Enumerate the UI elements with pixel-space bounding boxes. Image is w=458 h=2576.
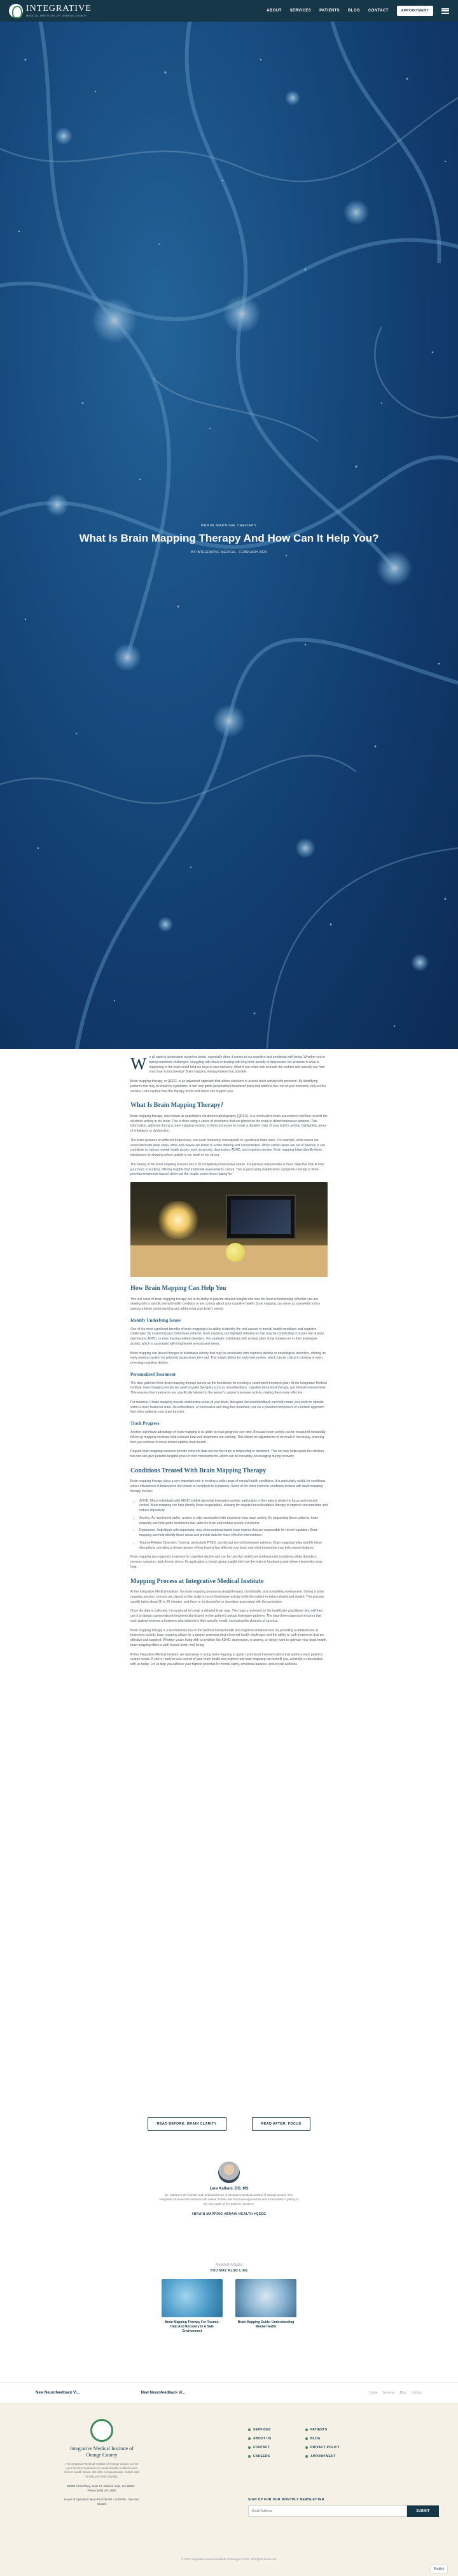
footer-link-appointment[interactable]: APPOINTMENT xyxy=(305,2455,363,2458)
intro-text: e all want to understand ourselves better, especially when it comes to our cognitive and emotional well-being. Whether you're facing emotional challenges, struggling with focus or dealing with long-term anxiety or depression, the answers to what is happening in the brain could hold the keys to your recovery. What if you could look beneath the surface and actually see how your brain is functioning? Brain mapping therapy makes that possible. xyxy=(149,1055,325,1074)
paragraph: Once the data is collected, it is analyzed to create a detailed brain map. This map is reviewed by the healthcare practitioner who will then use it to design a personalized treatment plan based on the patient's unique brainwave patterns. The data-driven approach ensures that each patient receives a treatment plan tailored to their specific needs, increasing the chances of success. xyxy=(130,1609,323,1623)
footer-link-contact[interactable]: CONTACT xyxy=(248,2446,305,2449)
post-tags[interactable]: #BRAIN MAPPING #BRAIN HEALTH #QEEG xyxy=(191,2212,267,2217)
newsletter-signup xyxy=(248,2498,439,2517)
footer-link-about[interactable]: ABOUT US xyxy=(248,2437,305,2441)
adjacent-posts-bar xyxy=(0,2382,458,2402)
list-item: • Depression: Individuals with depression may show underactivated brain regions that are responsible for mood regulation. Brain mapping can help identify these areas and provide data for more effective interventions. xyxy=(139,1528,328,1538)
article-intro xyxy=(130,1055,328,1075)
ball-shape xyxy=(226,1243,245,1262)
read-after-button[interactable]: READ AFTER: FOCUS xyxy=(252,2117,311,2131)
author-box xyxy=(159,2162,299,2216)
paragraph: Brain mapping also supports treatment for cognitive decline and can be used by healthcare professionals to address sleep disorders, memory concerns, and chronic stress. Its application is broad, giving insight into how the brain is functioning and where intervention may help. xyxy=(130,1555,323,1569)
post-meta: BY INTEGRATIVE MEDICAL · FEBRUARY 2024 xyxy=(191,551,267,555)
related-card[interactable] xyxy=(235,2279,296,2334)
paragraph: The real value of brain mapping therapy lies in its ability to provide detailed insights into how the brain is functioning. Whether you are dealing with a specific mental health condition or are curious about your cognitive health, brain mapping can serve as a powerful tool in gaining a better understanding and addressing your brain's needs. xyxy=(130,1297,320,1311)
conditions-list xyxy=(139,1499,328,1551)
related-card-title: Brain Mapping Therapy For Trauma: Help And Recovery In A Safe Environment xyxy=(165,2320,219,2333)
paragraph: At the Integrative Medical Institute, the brain mapping process is straightforward, comfortable, and completely noninvasive. During a brain mapping session, sensors are placed on the scalp to record brainwave activity while the patient remains relaxed and seated. This process usually takes about 30 to 60 minutes, and there is no discomfort or downtime associated with the procedure. xyxy=(130,1590,324,1604)
related-thumbnail xyxy=(162,2279,223,2317)
next-post-link[interactable]: New Neurofeedback Vi... xyxy=(141,2390,186,2395)
section-heading-conditions: Conditions Treated With Brain Mapping Therapy xyxy=(130,1467,267,1474)
related-title: Related Articles xyxy=(216,2263,242,2267)
page-title: What Is Brain Mapping Therapy And How Can It Help You? xyxy=(79,532,379,544)
nav-blog[interactable]: BLOG xyxy=(348,9,360,13)
language-selector[interactable]: English xyxy=(430,2565,448,2573)
post-category[interactable]: BRAIN MAPPING THERAPY xyxy=(201,524,257,528)
subheading-track: Track Progress xyxy=(130,1421,160,1427)
footer-link-blog[interactable]: BLOG xyxy=(305,2437,363,2441)
paragraph: Regular brain mapping sessions provide concrete data on how the brain is responding to treatment. This not only helps guide the clinician but can also give patients tangible proof of their improvements, which can be incredibly encouraging during recovery. xyxy=(130,1449,324,1459)
subheading-personalized: Personalized Treatment xyxy=(130,1371,176,1377)
read-before-button[interactable]: READ BEFORE: BRAIN CLARITY xyxy=(148,2117,226,2131)
section-heading-how: How Brain Mapping Can Help You xyxy=(130,1285,226,1292)
paragraph: Brain mapping can detect changes in brainwave activity that may be associated with cognitive decline or neurological disorders, offering an early warning system for potential issues down the road. This insight allows for early intervention, which can be critical in slowing or even reversing cognitive decline. xyxy=(130,1351,326,1366)
drop-cap: W xyxy=(130,1054,147,1073)
paragraph: The data gathered from brain mapping therapy serves as the foundation for creating a customized treatment plan. At the Integrative Medical Institute, brain mapping results are used to guide therapies such as neurofeedback, cognitive behavioral therapy, and lifestyle interventions. This ensures that treatments are specifically tailored to the person's unique brainwave activity, making them more effective. xyxy=(130,1381,327,1395)
logo-subtitle: MEDICAL INSTITUTE OF ORANGE COUNTY xyxy=(26,14,88,17)
nav-services[interactable]: SERVICES xyxy=(289,9,312,13)
logo-icon xyxy=(9,4,23,18)
footer-hours: Hours of Operation: Mon–Fri 9:00 AM – 5:00 PM · Sat–Sun Closed xyxy=(64,2498,139,2506)
menu-link-blog[interactable]: Blog xyxy=(399,2390,406,2395)
footer-brand xyxy=(64,2419,140,2507)
paragraph: Brain mapping therapy plays a very important role in treating a wide range of mental health conditions. It is particularly useful for conditions where imbalances in brainwaves are known to contribute to symptoms. Some of the most common conditions treated with brain mapping therapy include: xyxy=(130,1479,326,1493)
prev-post-link[interactable]: New Neurofeedback Vi... xyxy=(36,2390,80,2395)
footer-link-patients[interactable]: PATIENTS xyxy=(305,2428,363,2432)
paragraph: One of the most significant benefits of brain mapping is its ability to identify the root causes of mental health conditions and cognitive challenges. By examining your brainwave patterns, brain mapping can highlight imbalances that may be contributing to issues like anxiety, depression, ADHD, or even trauma-related disorders. For example, individuals with anxiety often show imbalances in their brainwave activity, which is associated with heightened arousal and stress. xyxy=(130,1327,325,1346)
avatar xyxy=(218,2162,240,2183)
nav-patients[interactable]: PATIENTS xyxy=(319,9,340,13)
article-body xyxy=(130,1055,328,1672)
author-bio: Dr. Kalbani is the founder and medical director of Integrative Medical Institute of Orange County. She integrates conventional medicine with natural, holistic and functional approaches and is dedicated to getting to the root cause of her patients' concerns. xyxy=(159,2193,299,2205)
section-heading-process: Mapping Process at Integrative Medical Institute xyxy=(130,1577,264,1585)
list-item: • ADHD: Many individuals with ADHD exhibit abnormal brainwave activity, particularly in the regions related to focus and impulse control. Brain mapping can help identify these irregularities, allowing for targeted neurofeedback therapy to improve concentration and reduce impulsivity. xyxy=(139,1499,328,1514)
footer-link-privacy[interactable]: PRIVACY POLICY xyxy=(305,2446,363,2449)
related-card[interactable] xyxy=(162,2279,223,2334)
article-image xyxy=(130,1182,328,1277)
footer-link-careers[interactable]: CAREERS xyxy=(248,2455,305,2458)
site-header xyxy=(0,0,458,22)
paragraph: Brain mapping therapy, or QEEG, is an advanced approach that allows clinicians to assess brain activity with precision. By identifying patterns that may be linked to symptoms, it can help guide personalized treatment plans that address the root of your concerns, not just the surface. Let's explore how this therapy works and how it can support you. xyxy=(130,1079,326,1093)
related-card-title: Brain Mapping Guide: Understanding Mental Health xyxy=(237,2320,295,2329)
appointment-button[interactable]: APPOINTMENT xyxy=(397,6,433,16)
paragraph: Another significant advantage of brain mapping is its ability to track progress over time. Because brain activity can be measured repeatedly, follow-up mapping sessions help evaluate how well treatments are working. This allows for adjustments to be made if necessary, ensuring that you continue to move toward optimal brain health. xyxy=(130,1430,326,1444)
hero-banner xyxy=(0,22,458,1049)
footer-link-services[interactable]: SERVICES xyxy=(248,2428,305,2432)
menu-link-services[interactable]: Services xyxy=(382,2390,395,2395)
secondary-menu xyxy=(369,2391,422,2395)
subheading-identify: Identify Underlying Issues xyxy=(130,1317,181,1323)
hero-content xyxy=(70,524,388,554)
menu-link-contact[interactable]: Contact xyxy=(411,2390,422,2395)
nav-contact[interactable]: CONTACT xyxy=(368,9,389,13)
author-name[interactable]: Lara Kalbani, DO, MS xyxy=(209,2187,249,2191)
related-heading: YOU MAY ALSO LIKE xyxy=(210,2269,248,2273)
site-logo[interactable] xyxy=(9,4,92,18)
lamp-glow xyxy=(156,1201,200,1239)
footer-address: 24000 Alicia Pkwy, Suite 17, Mission Viejo, CA 92691 · Phone (949) 371-4882 xyxy=(67,2484,137,2492)
paragraph: For instance, if brain mapping reveals underactive areas of your brain, therapies like neurofeedback can help retrain your brain to operate within a more balanced state. Neurofeedback, a noninvasive and drug-free treatment, can be a powerful component of a holistic approach that helps optimize your brain function. xyxy=(130,1400,324,1415)
monitor-shape xyxy=(226,1195,296,1239)
paragraph: At the Integrative Medical Institute, we specialize in using brain mapping to guide customized treatment plans that address each patient's unique needs. If you're ready to take control of your brain health and explore how brain mapping can benefit you, schedule a consultation with us today. Let us help you achieve your highest potential for mental clarity, emotional balance, and overall wellness. xyxy=(130,1652,323,1667)
footer-logo-icon[interactable] xyxy=(90,2419,113,2442)
email-field[interactable] xyxy=(248,2505,407,2517)
menu-link-home[interactable]: Home xyxy=(369,2390,378,2395)
newsletter-form xyxy=(248,2505,439,2517)
section-heading-what: What Is Brain Mapping Therapy? xyxy=(130,1102,224,1109)
menu-icon[interactable] xyxy=(441,8,449,14)
related-articles xyxy=(130,2263,328,2334)
footer-brand-name: Integrative Medical Institute of Orange County xyxy=(70,2446,134,2458)
related-cards xyxy=(130,2279,328,2334)
post-nav-buttons xyxy=(0,2117,458,2131)
footer-links xyxy=(248,2428,363,2458)
newsletter-label: SIGN UP FOR OUR MONTHLY NEWSLETTER xyxy=(248,2498,324,2502)
submit-button[interactable]: SUBMIT xyxy=(407,2505,439,2517)
nav-about[interactable]: ABOUT xyxy=(267,9,282,13)
paragraph: The brain operates on different frequencies, and each frequency corresponds to a particular brain state. For example, delta waves are associated with deep sleep, while beta waves are linked to active thinking and concentration. When certain areas are out of balance, it can contribute to various mental health issues, such as anxiety, depression, ADHD, and cognitive decline. Brain mapping helps identify these imbalances by showing where activity is too weak or too strong. xyxy=(130,1138,326,1157)
related-thumbnail xyxy=(235,2279,296,2317)
footer-description: The Integrative Medical Institute of Orange County can be your first-line treatment for mental health conditions and chronic health issues. We offer compassionate, holistic care to help you heal naturally. xyxy=(64,2462,140,2479)
paragraph: Brain mapping therapy is a revolutionary tool in the world of mental health and cognitive enhancement. By providing a detailed look at brainwave activity, brain mapping allows for a deeper understanding of mental health challenges and the ability to craft treatments that are effective and targeted. Whether you're living with a condition like ADHD, depression, or anxiety, or simply want to optimize your brain health, brain mapping offers a path toward better well-being. xyxy=(130,1628,327,1647)
list-item: • Anxiety: As mentioned earlier, anxiety is often associated with excessive beta wave activity. By pinpointing these patterns, brain mapping can help guide treatments that calm the brain and reduce anxiety symptoms. xyxy=(139,1516,328,1526)
paragraph: The beauty of the brain mapping process lies in its completely noninvasive nature. It's painless and provides a clear, objective look at how your brain is working, offering insights that traditional assessments cannot. This is particularly helpful when symptoms overlap or when previous treatments haven't delivered the results you've been hoping for. xyxy=(130,1162,324,1177)
logo-text: INTEGRATIVE xyxy=(26,4,92,13)
paragraph: Brain mapping therapy, also known as quantitative electroencephalography (QEEG), is a noninvasive brain assessment tool that records the electrical activity in the brain. This is done using a series of electrodes that are placed on the scalp to detect brainwave patterns. This information, gathered during a brain mapping session, is then processed to create a detailed 'map' of your brain's activity, highlighting areas of imbalance or dysfunction. xyxy=(130,1114,328,1133)
site-footer xyxy=(0,2402,458,2576)
copyright: © 2024 Integrative Medical Institute of Orange County. All Rights Reserved. xyxy=(181,2558,277,2561)
list-item: • Trauma-Related Disorders: Trauma, particularly PTSD, can disrupt normal brainwave patterns. Brain mapping helps identify these disruptions, providing a clearer picture of how trauma has affected your brain and what treatments may help restore balance. xyxy=(139,1541,328,1551)
main-nav xyxy=(267,6,449,16)
